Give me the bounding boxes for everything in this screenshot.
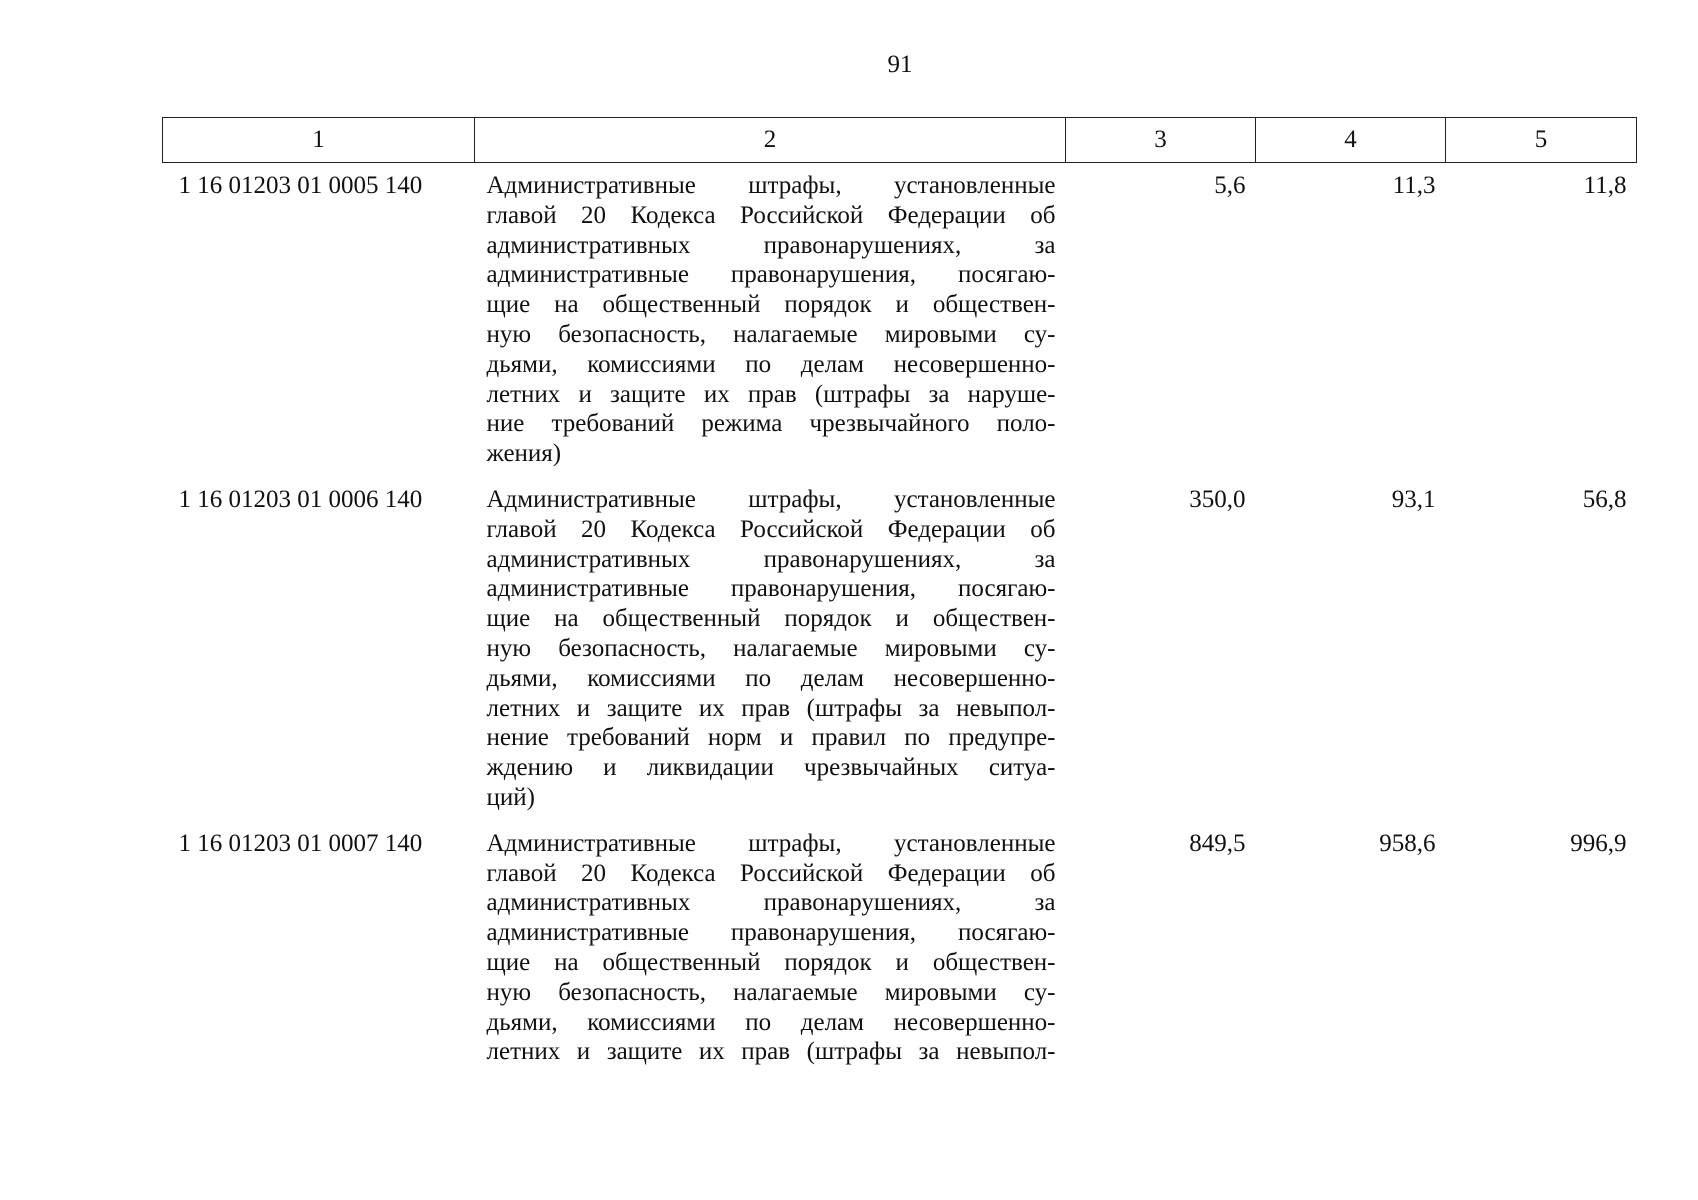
value-col-4: 11,3	[1392, 172, 1436, 199]
value-col-5: 996,9	[1570, 829, 1627, 857]
value-col-5: 11,8	[1583, 172, 1627, 199]
value-col-3: 350,0	[1189, 485, 1246, 513]
description-line: дьями, комиссиями по делам несовершенно-	[486, 664, 1056, 692]
value-col-4: 958,6	[1379, 829, 1436, 857]
description-line: административных правонарушениях, за	[486, 545, 1056, 573]
description-line: щие на общественный порядок и обществен-	[486, 948, 1056, 976]
description-line: Административные штрафы, установленные	[486, 485, 1056, 513]
description-line: Административные штрафы, установленные	[486, 172, 1056, 199]
description-line: административных правонарушениях, за	[486, 231, 1056, 259]
description-line: Административные штрафы, установленные	[486, 829, 1056, 857]
description-line: щие на общественный порядок и обществен-	[486, 291, 1056, 319]
column-header-5: 5	[1446, 118, 1637, 163]
budget-code: 1 16 01203 01 0007 140	[178, 829, 423, 857]
row-description	[475, 163, 1066, 471]
page-number: 91	[887, 51, 913, 78]
description-line: административных правонарушениях, за	[486, 889, 1056, 917]
table-row	[163, 163, 1637, 471]
description-line: ждению и ликвидации чрезвычайных ситуа-	[486, 754, 1056, 782]
column-header-3: 3	[1066, 118, 1256, 163]
description-line: административные правонарушения, посягаю-	[486, 261, 1056, 289]
description-line: ние требований режима чрезвычайного поло-	[486, 410, 1056, 438]
row-description	[475, 471, 1066, 815]
description-line: ную безопасность, налагаемые мировыми су-	[486, 320, 1056, 348]
value-col-5: 56,8	[1582, 485, 1627, 513]
value-col-3: 5,6	[1214, 172, 1246, 199]
budget-table	[162, 117, 1637, 1069]
table-row	[163, 815, 1637, 1069]
description-line: главой 20 Кодекса Российской Федерации об	[486, 201, 1056, 229]
description-line: жения)	[486, 440, 562, 468]
budget-code: 1 16 01203 01 0005 140	[178, 172, 423, 199]
value-col-3: 849,5	[1189, 829, 1246, 857]
table-header-row	[163, 118, 1637, 163]
description-line: летних и защите их прав (штрафы за невыпол-	[486, 694, 1056, 722]
value-col-4: 93,1	[1391, 485, 1436, 513]
description-line: ную безопасность, налагаемые мировыми су-	[486, 634, 1056, 662]
description-line: ций)	[486, 783, 535, 811]
description-line: летних и защите их прав (штрафы за наруше-	[486, 380, 1056, 408]
description-line: административные правонарушения, посягаю-	[486, 575, 1056, 603]
description-line: ную безопасность, налагаемые мировыми су-	[486, 978, 1056, 1006]
description-line: главой 20 Кодекса Российской Федерации об	[486, 515, 1056, 543]
description-line: главой 20 Кодекса Российской Федерации об	[486, 859, 1056, 887]
description-line: нение требований норм и правил по предупре-	[486, 724, 1056, 752]
column-header-1: 1	[163, 118, 475, 163]
row-description	[475, 815, 1066, 1069]
description-line: административные правонарушения, посягаю-	[486, 919, 1056, 947]
description-line: летних и защите их прав (штрафы за невыпол-	[486, 1038, 1056, 1066]
table-row	[163, 471, 1637, 815]
description-line: дьями, комиссиями по делам несовершенно-	[486, 1008, 1056, 1036]
description-line: дьями, комиссиями по делам несовершенно-	[486, 350, 1056, 378]
column-header-4: 4	[1256, 118, 1446, 163]
column-header-2: 2	[475, 118, 1066, 163]
budget-code: 1 16 01203 01 0006 140	[178, 485, 423, 513]
description-line: щие на общественный порядок и обществен-	[486, 605, 1056, 633]
